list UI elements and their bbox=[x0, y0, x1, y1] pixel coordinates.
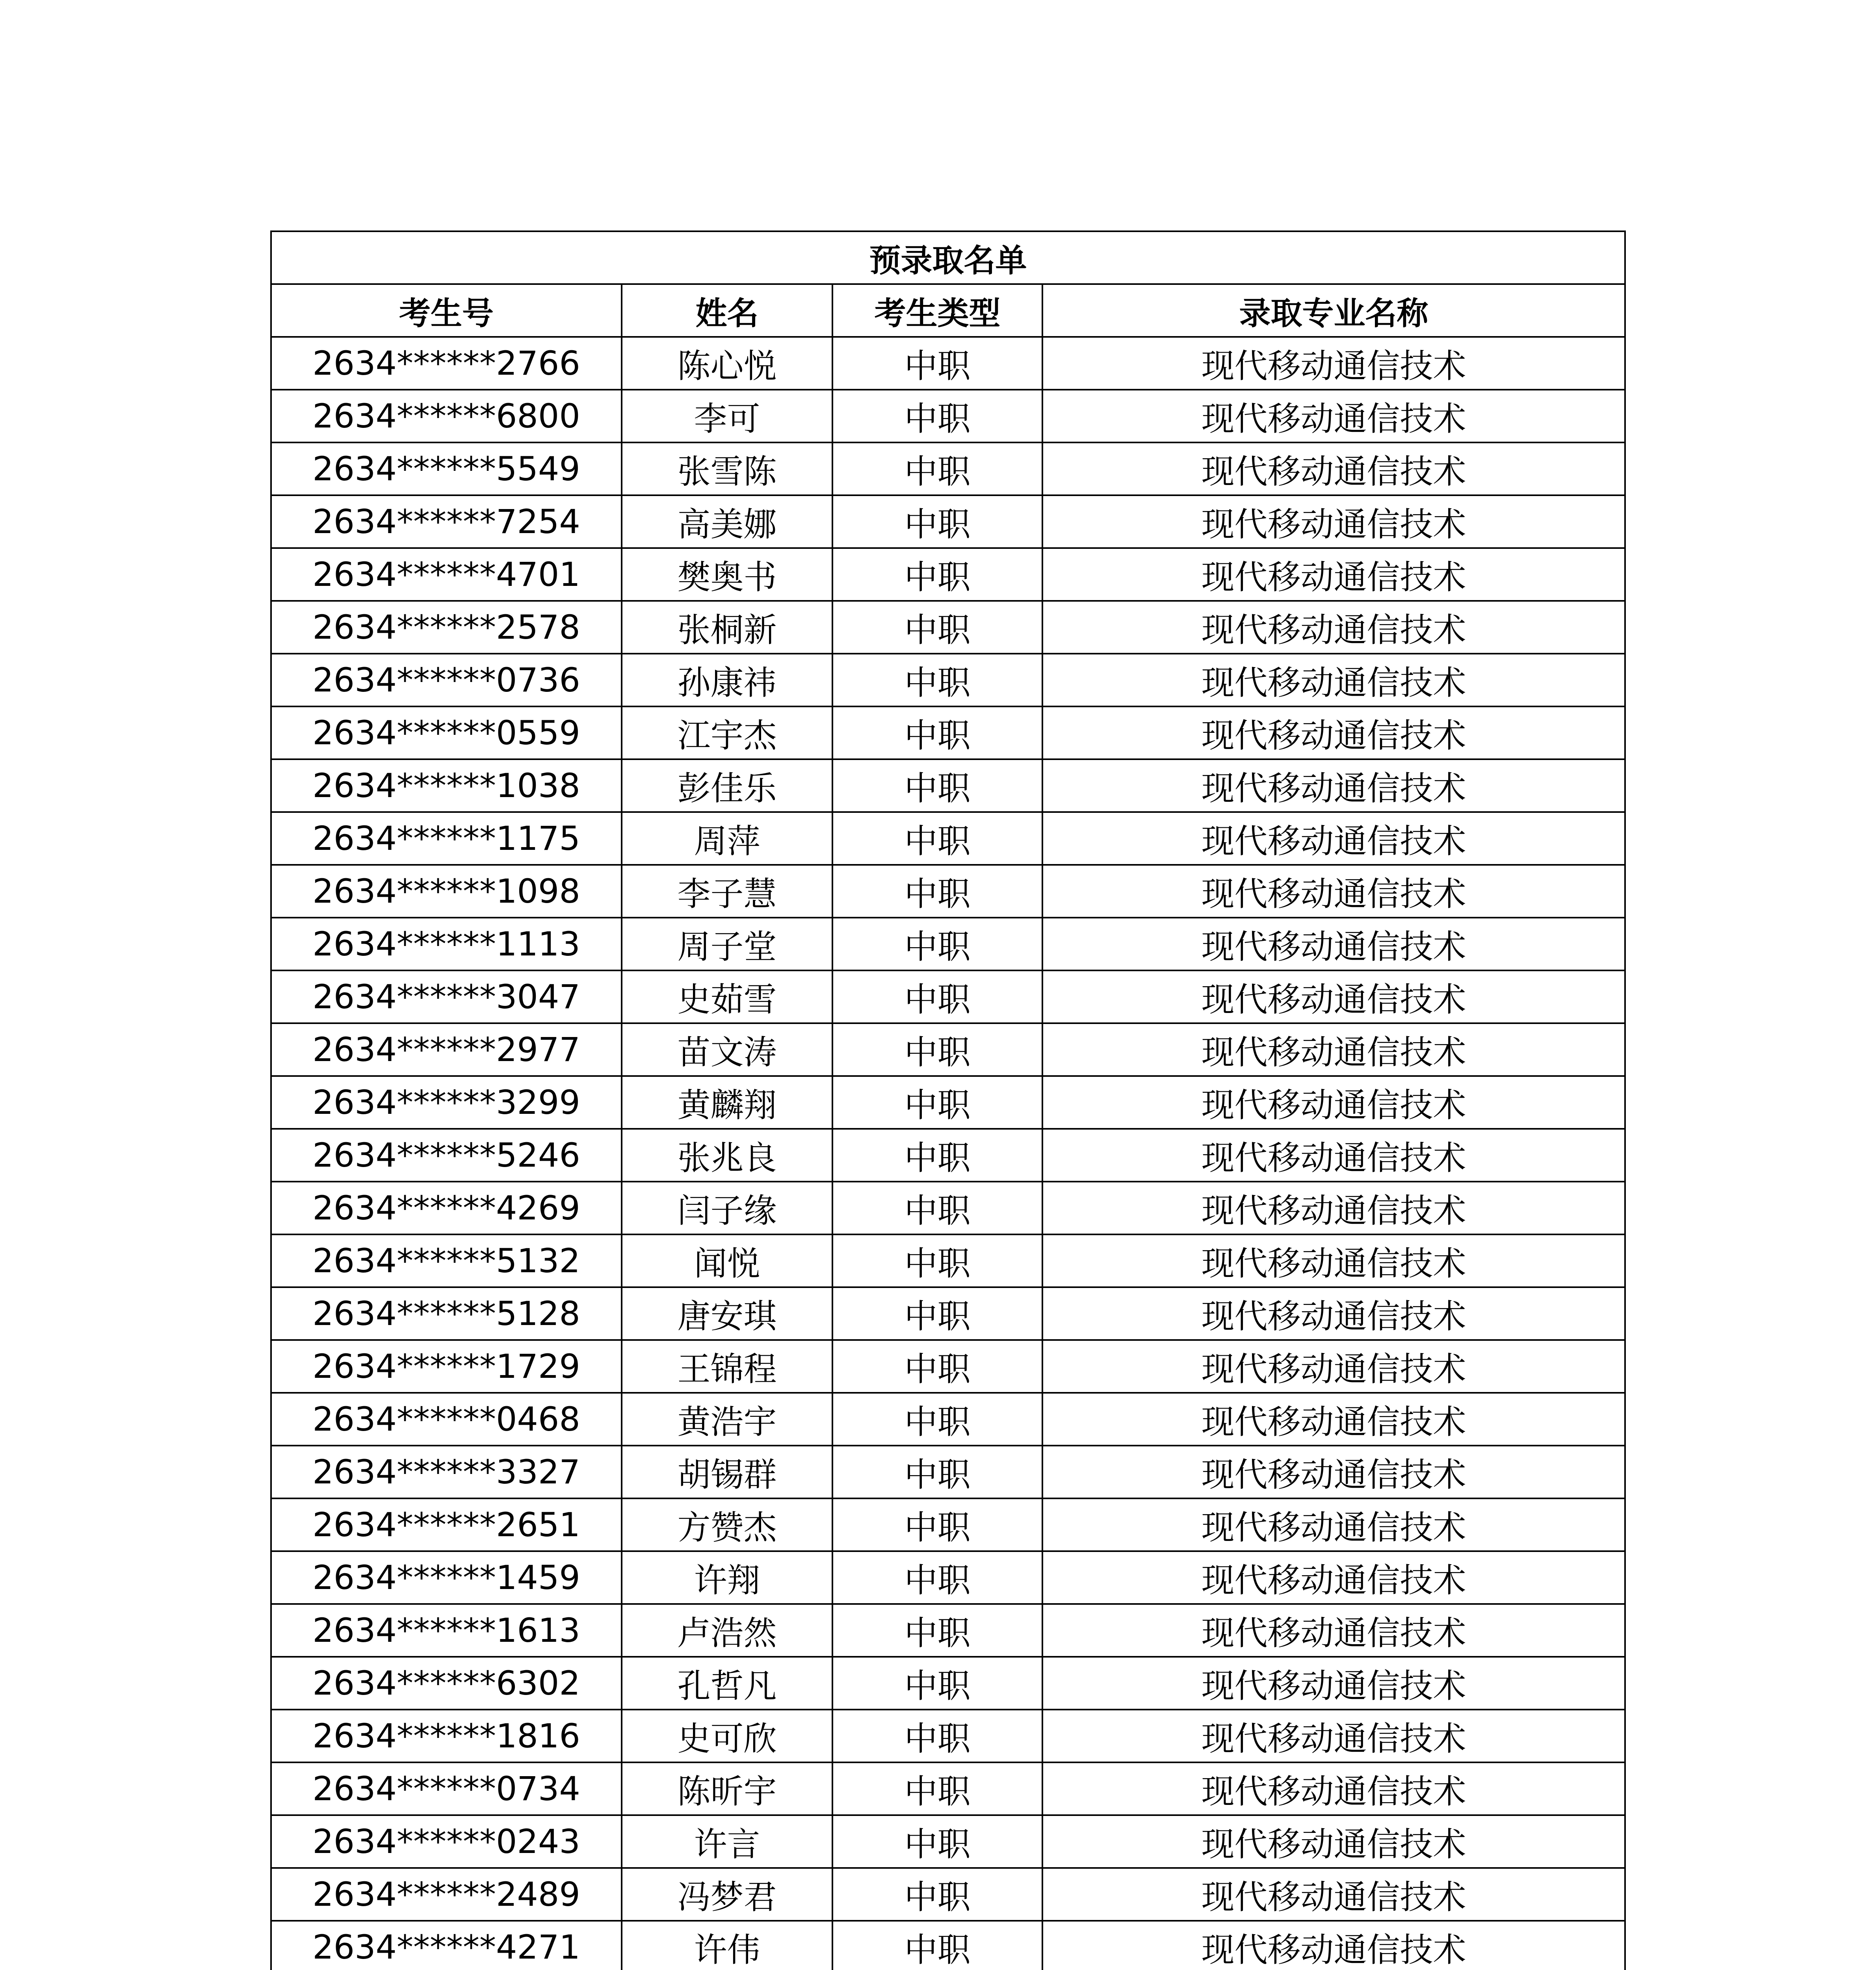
cell-exam-id: 2634******0243 bbox=[271, 1815, 622, 1868]
cell-major: 现代移动通信技术 bbox=[1042, 1076, 1625, 1129]
table-row bbox=[271, 1498, 1625, 1551]
cell-exam-id: 2634******3047 bbox=[271, 970, 622, 1023]
cell-exam-id: 2634******2651 bbox=[271, 1498, 622, 1551]
cell-name: 周子堂 bbox=[622, 918, 832, 970]
cell-name: 方赞杰 bbox=[622, 1498, 832, 1551]
table-row bbox=[271, 1340, 1625, 1393]
cell-name: 许伟 bbox=[622, 1921, 832, 1970]
cell-type: 中职 bbox=[832, 1023, 1042, 1076]
cell-type: 中职 bbox=[832, 1446, 1042, 1498]
table-row bbox=[271, 1657, 1625, 1710]
cell-exam-id: 2634******6800 bbox=[271, 390, 622, 442]
cell-major: 现代移动通信技术 bbox=[1042, 918, 1625, 970]
table-row bbox=[271, 1234, 1625, 1287]
table-title-row bbox=[271, 231, 1625, 284]
cell-major: 现代移动通信技术 bbox=[1042, 1393, 1625, 1446]
cell-major: 现代移动通信技术 bbox=[1042, 1340, 1625, 1393]
cell-major: 现代移动通信技术 bbox=[1042, 1657, 1625, 1710]
cell-exam-id: 2634******0559 bbox=[271, 706, 622, 759]
cell-name: 孔哲凡 bbox=[622, 1657, 832, 1710]
cell-name: 张雪陈 bbox=[622, 442, 832, 495]
admission-table bbox=[270, 230, 1626, 1970]
cell-name: 唐安琪 bbox=[622, 1287, 832, 1340]
cell-exam-id: 2634******6302 bbox=[271, 1657, 622, 1710]
cell-exam-id: 2634******5246 bbox=[271, 1129, 622, 1182]
cell-type: 中职 bbox=[832, 654, 1042, 706]
cell-type: 中职 bbox=[832, 1657, 1042, 1710]
cell-type: 中职 bbox=[832, 1762, 1042, 1815]
cell-exam-id: 2634******5128 bbox=[271, 1287, 622, 1340]
cell-major: 现代移动通信技术 bbox=[1042, 1710, 1625, 1762]
column-header-major: 录取专业名称 bbox=[1042, 284, 1625, 337]
cell-exam-id: 2634******1816 bbox=[271, 1710, 622, 1762]
cell-exam-id: 2634******2766 bbox=[271, 337, 622, 390]
cell-name: 高美娜 bbox=[622, 495, 832, 548]
cell-name: 胡锡群 bbox=[622, 1446, 832, 1498]
cell-type: 中职 bbox=[832, 812, 1042, 865]
cell-type: 中职 bbox=[832, 1182, 1042, 1234]
cell-exam-id: 2634******1729 bbox=[271, 1340, 622, 1393]
table-title: 预录取名单 bbox=[271, 231, 1625, 284]
cell-exam-id: 2634******1613 bbox=[271, 1604, 622, 1657]
cell-exam-id: 2634******2578 bbox=[271, 601, 622, 654]
cell-major: 现代移动通信技术 bbox=[1042, 1551, 1625, 1604]
cell-type: 中职 bbox=[832, 918, 1042, 970]
table-row bbox=[271, 865, 1625, 918]
cell-type: 中职 bbox=[832, 495, 1042, 548]
table-row bbox=[271, 1287, 1625, 1340]
cell-major: 现代移动通信技术 bbox=[1042, 601, 1625, 654]
cell-name: 李可 bbox=[622, 390, 832, 442]
table-row bbox=[271, 1551, 1625, 1604]
table-row bbox=[271, 1921, 1625, 1970]
cell-exam-id: 2634******1459 bbox=[271, 1551, 622, 1604]
cell-name: 史茹雪 bbox=[622, 970, 832, 1023]
table-row bbox=[271, 1393, 1625, 1446]
cell-type: 中职 bbox=[832, 1604, 1042, 1657]
cell-name: 陈昕宇 bbox=[622, 1762, 832, 1815]
cell-major: 现代移动通信技术 bbox=[1042, 759, 1625, 812]
table-row bbox=[271, 1182, 1625, 1234]
table-row bbox=[271, 1762, 1625, 1815]
cell-major: 现代移动通信技术 bbox=[1042, 706, 1625, 759]
cell-exam-id: 2634******2977 bbox=[271, 1023, 622, 1076]
column-header-name: 姓名 bbox=[622, 284, 832, 337]
cell-major: 现代移动通信技术 bbox=[1042, 654, 1625, 706]
cell-exam-id: 2634******7254 bbox=[271, 495, 622, 548]
table-row bbox=[271, 1604, 1625, 1657]
cell-name: 彭佳乐 bbox=[622, 759, 832, 812]
cell-name: 陈心悦 bbox=[622, 337, 832, 390]
cell-major: 现代移动通信技术 bbox=[1042, 1446, 1625, 1498]
table-row bbox=[271, 601, 1625, 654]
table-row bbox=[271, 1710, 1625, 1762]
cell-name: 王锦程 bbox=[622, 1340, 832, 1393]
cell-major: 现代移动通信技术 bbox=[1042, 337, 1625, 390]
cell-exam-id: 2634******2489 bbox=[271, 1868, 622, 1921]
cell-type: 中职 bbox=[832, 548, 1042, 601]
cell-type: 中职 bbox=[832, 601, 1042, 654]
cell-name: 卢浩然 bbox=[622, 1604, 832, 1657]
cell-major: 现代移动通信技术 bbox=[1042, 390, 1625, 442]
cell-type: 中职 bbox=[832, 1710, 1042, 1762]
table-row bbox=[271, 1023, 1625, 1076]
cell-name: 张兆良 bbox=[622, 1129, 832, 1182]
cell-name: 许翔 bbox=[622, 1551, 832, 1604]
cell-type: 中职 bbox=[832, 1393, 1042, 1446]
cell-type: 中职 bbox=[832, 1551, 1042, 1604]
cell-exam-id: 2634******4701 bbox=[271, 548, 622, 601]
cell-type: 中职 bbox=[832, 337, 1042, 390]
table-row bbox=[271, 390, 1625, 442]
cell-major: 现代移动通信技术 bbox=[1042, 1129, 1625, 1182]
cell-type: 中职 bbox=[832, 390, 1042, 442]
table-row bbox=[271, 1129, 1625, 1182]
cell-exam-id: 2634******4269 bbox=[271, 1182, 622, 1234]
cell-major: 现代移动通信技术 bbox=[1042, 1762, 1625, 1815]
cell-type: 中职 bbox=[832, 1129, 1042, 1182]
cell-type: 中职 bbox=[832, 1234, 1042, 1287]
cell-type: 中职 bbox=[832, 706, 1042, 759]
cell-exam-id: 2634******1113 bbox=[271, 918, 622, 970]
cell-major: 现代移动通信技术 bbox=[1042, 1921, 1625, 1970]
table-row bbox=[271, 442, 1625, 495]
table-row bbox=[271, 1076, 1625, 1129]
table-row bbox=[271, 759, 1625, 812]
cell-name: 张桐新 bbox=[622, 601, 832, 654]
table-row bbox=[271, 495, 1625, 548]
table-row bbox=[271, 1815, 1625, 1868]
table-row bbox=[271, 706, 1625, 759]
cell-exam-id: 2634******1038 bbox=[271, 759, 622, 812]
cell-name: 黄麟翔 bbox=[622, 1076, 832, 1129]
column-header-exam-id: 考生号 bbox=[271, 284, 622, 337]
cell-type: 中职 bbox=[832, 1498, 1042, 1551]
cell-exam-id: 2634******5549 bbox=[271, 442, 622, 495]
cell-exam-id: 2634******1098 bbox=[271, 865, 622, 918]
table-row bbox=[271, 654, 1625, 706]
cell-name: 冯梦君 bbox=[622, 1868, 832, 1921]
cell-name: 江宇杰 bbox=[622, 706, 832, 759]
cell-name: 李子慧 bbox=[622, 865, 832, 918]
table-header-row bbox=[271, 284, 1625, 337]
table-row bbox=[271, 1868, 1625, 1921]
cell-major: 现代移动通信技术 bbox=[1042, 1498, 1625, 1551]
table-row bbox=[271, 918, 1625, 970]
cell-name: 闫子缘 bbox=[622, 1182, 832, 1234]
cell-name: 孙康祎 bbox=[622, 654, 832, 706]
table-row bbox=[271, 970, 1625, 1023]
cell-major: 现代移动通信技术 bbox=[1042, 495, 1625, 548]
cell-name: 闻悦 bbox=[622, 1234, 832, 1287]
cell-name: 周萍 bbox=[622, 812, 832, 865]
cell-major: 现代移动通信技术 bbox=[1042, 442, 1625, 495]
cell-major: 现代移动通信技术 bbox=[1042, 1023, 1625, 1076]
column-header-type: 考生类型 bbox=[832, 284, 1042, 337]
cell-type: 中职 bbox=[832, 970, 1042, 1023]
cell-exam-id: 2634******0736 bbox=[271, 654, 622, 706]
table-row bbox=[271, 548, 1625, 601]
cell-name: 许言 bbox=[622, 1815, 832, 1868]
cell-exam-id: 2634******5132 bbox=[271, 1234, 622, 1287]
table-row bbox=[271, 1446, 1625, 1498]
cell-major: 现代移动通信技术 bbox=[1042, 548, 1625, 601]
cell-major: 现代移动通信技术 bbox=[1042, 1868, 1625, 1921]
cell-exam-id: 2634******0468 bbox=[271, 1393, 622, 1446]
cell-name: 黄浩宇 bbox=[622, 1393, 832, 1446]
cell-type: 中职 bbox=[832, 865, 1042, 918]
table-row bbox=[271, 812, 1625, 865]
cell-name: 史可欣 bbox=[622, 1710, 832, 1762]
cell-exam-id: 2634******0734 bbox=[271, 1762, 622, 1815]
cell-major: 现代移动通信技术 bbox=[1042, 1234, 1625, 1287]
cell-type: 中职 bbox=[832, 1340, 1042, 1393]
cell-name: 苗文涛 bbox=[622, 1023, 832, 1076]
cell-major: 现代移动通信技术 bbox=[1042, 1815, 1625, 1868]
cell-exam-id: 2634******1175 bbox=[271, 812, 622, 865]
cell-exam-id: 2634******3327 bbox=[271, 1446, 622, 1498]
cell-major: 现代移动通信技术 bbox=[1042, 970, 1625, 1023]
cell-major: 现代移动通信技术 bbox=[1042, 1604, 1625, 1657]
cell-type: 中职 bbox=[832, 1921, 1042, 1970]
cell-exam-id: 2634******3299 bbox=[271, 1076, 622, 1129]
cell-major: 现代移动通信技术 bbox=[1042, 1287, 1625, 1340]
cell-type: 中职 bbox=[832, 1076, 1042, 1129]
cell-type: 中职 bbox=[832, 759, 1042, 812]
cell-major: 现代移动通信技术 bbox=[1042, 812, 1625, 865]
table-row bbox=[271, 337, 1625, 390]
cell-type: 中职 bbox=[832, 1868, 1042, 1921]
table-body bbox=[271, 337, 1625, 1970]
cell-type: 中职 bbox=[832, 442, 1042, 495]
cell-exam-id: 2634******4271 bbox=[271, 1921, 622, 1970]
cell-name: 樊奥书 bbox=[622, 548, 832, 601]
cell-major: 现代移动通信技术 bbox=[1042, 1182, 1625, 1234]
cell-type: 中职 bbox=[832, 1287, 1042, 1340]
cell-type: 中职 bbox=[832, 1815, 1042, 1868]
cell-major: 现代移动通信技术 bbox=[1042, 865, 1625, 918]
